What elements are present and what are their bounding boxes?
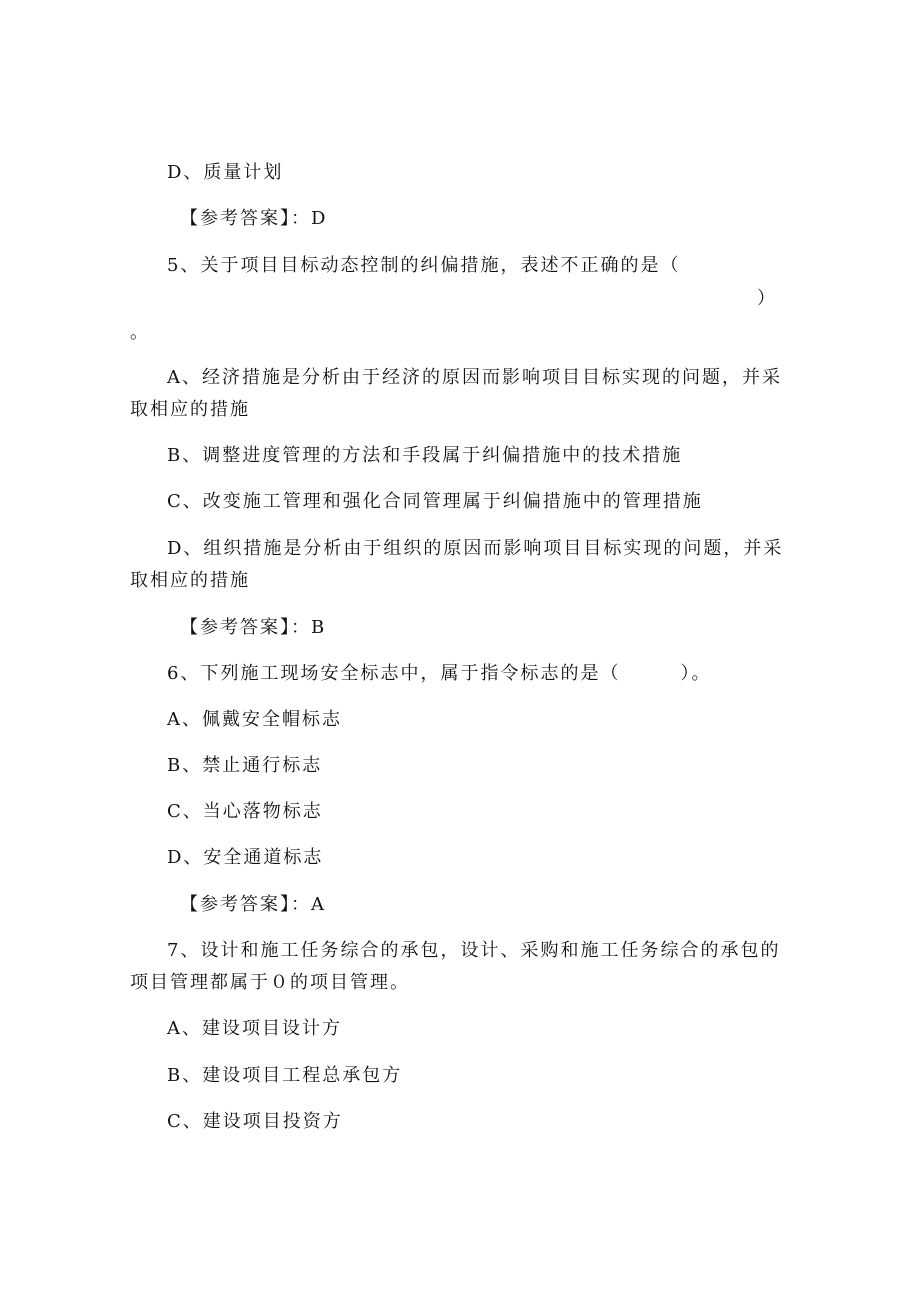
q6-answer: 【参考答案】：A (180, 894, 326, 915)
q7-stem-line1: 7、设计和施工任务综合的承包，设计、采购和施工任务综合的承包的 (167, 940, 781, 961)
q5-option-b: B、调整进度管理的方法和手段属于纠偏措施中的技术措施 (167, 445, 683, 466)
q5-option-a-line2: 取相应的措施 (130, 399, 250, 420)
q5-stem-paren-close: ） (757, 288, 777, 309)
q5-option-d-line1: D、组织措施是分析由于组织的原因而影响项目目标实现的问题，并采 (167, 538, 784, 559)
q6-stem: 6、下列施工现场安全标志中，属于指令标志的是（ ）。 (167, 663, 712, 684)
q5-answer: 【参考答案】：B (180, 617, 327, 638)
q7-option-b: B、建设项目工程总承包方 (167, 1065, 403, 1086)
q6-option-b: B、禁止通行标志 (167, 755, 323, 776)
q7-stem-line2: 项目管理都属于０的项目管理。 (130, 972, 410, 993)
q5-option-c: C、改变施工管理和强化合同管理属于纠偏措施中的管理措施 (167, 491, 703, 512)
q4-answer: 【参考答案】：D (180, 208, 328, 229)
q6-option-a: A、佩戴安全帽标志 (167, 709, 342, 730)
q5-option-a-line1: A、经济措施是分析由于经济的原因而影响项目目标实现的问题，并采 (167, 367, 782, 388)
q5-stem-line2: 。 (130, 322, 150, 343)
q7-option-c: C、建设项目投资方 (167, 1111, 343, 1132)
q5-option-d-line2: 取相应的措施 (130, 570, 250, 591)
q4-option-d: D、质量计划 (167, 162, 284, 183)
q6-option-d: D、安全通道标志 (167, 847, 324, 868)
q7-option-a: A、建设项目设计方 (167, 1018, 342, 1039)
q6-option-c: C、当心落物标志 (167, 801, 323, 822)
q5-stem-line1: 5、关于项目目标动态控制的纠偏措施，表述不正确的是（ (167, 255, 681, 276)
